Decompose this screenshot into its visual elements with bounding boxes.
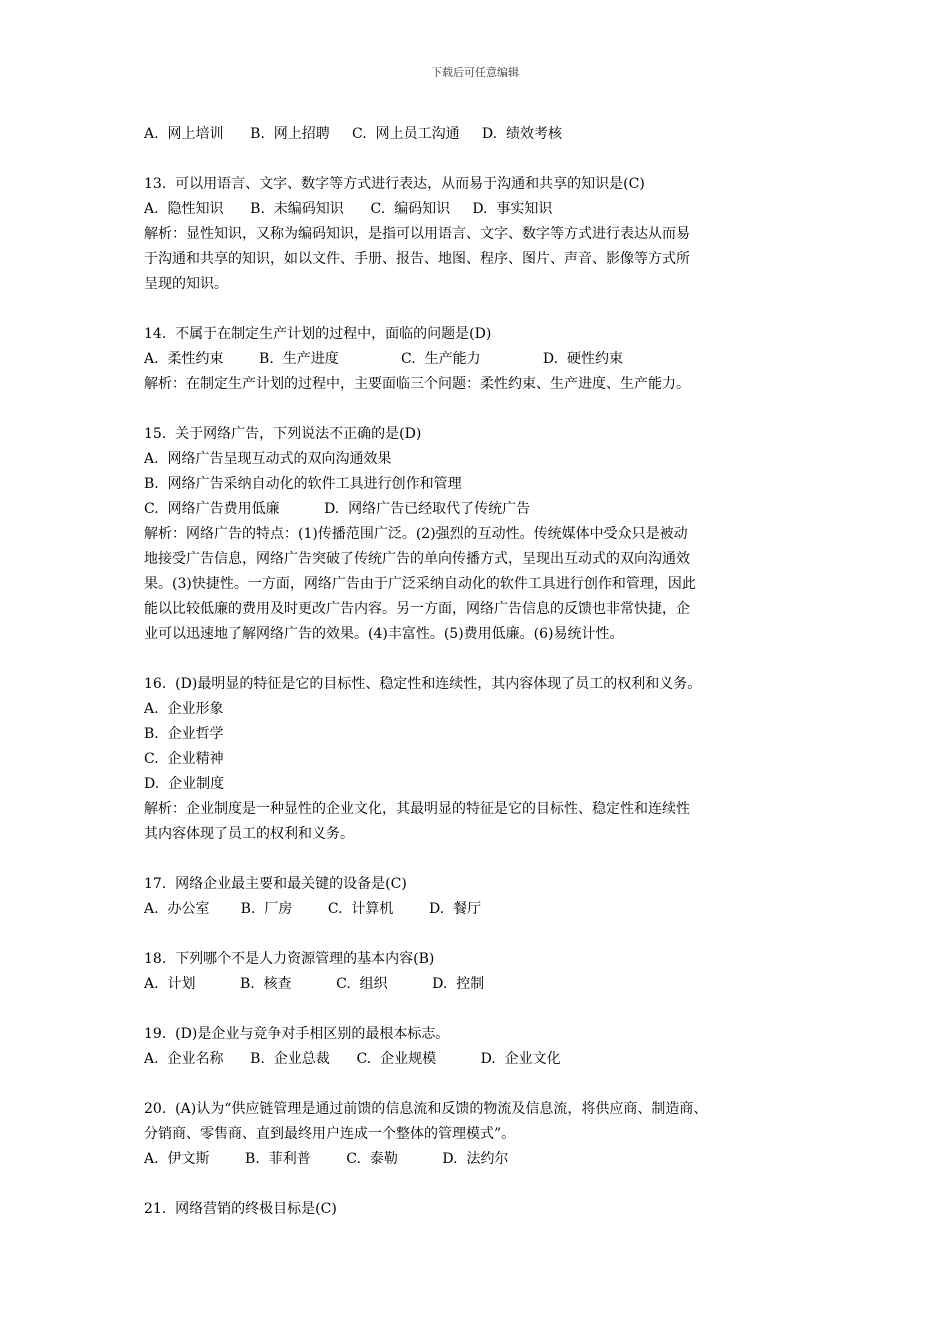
- text-line: B. 企业哲学: [144, 726, 224, 742]
- text-line: 解析：显性知识，又称为编码知识，是指可以用语言、文字、数字等方式进行表达从而易: [144, 226, 690, 242]
- paragraph-gap: [144, 647, 814, 672]
- text-line: 分销商、零售商、直到最终用户连成一个整体的管理模式”。: [144, 1126, 516, 1142]
- text-line: 于沟通和共享的知识，如以文件、手册、报告、地图、程序、图片、声音、影像等方式所: [144, 251, 690, 267]
- text-line: A. 隐性知识 B. 未编码知识 C. 编码知识 D. 事实知识: [144, 201, 553, 217]
- paragraph-gap: [144, 397, 814, 422]
- text-line: A. 办公室 B. 厂房 C. 计算机 D. 餐厅: [144, 901, 482, 917]
- paragraph-gap: [144, 147, 814, 172]
- text-line: 解析：网络广告的特点：(1)传播范围广泛。(2)强烈的互动性。传统媒体中受众只是被动: [144, 526, 688, 542]
- text-line: A. 网上培训 B. 网上招聘 C. 网上员工沟通 D. 绩效考核: [144, 126, 562, 142]
- paragraph-gap: [144, 1172, 814, 1197]
- text-line: 16. (D)最明显的特征是它的目标性、稳定性和连续性，其内容体现了员工的权利和义务。: [144, 676, 702, 692]
- text-line: A. 柔性约束 B. 生产进度 C. 生产能力 D. 硬性约束: [144, 351, 623, 367]
- page-header: 下载后可任意编辑: [431, 66, 519, 79]
- text-line: 15. 关于网络广告，下列说法不正确的是(D): [144, 426, 422, 442]
- text-line: 呈现的知识。: [144, 276, 228, 292]
- text-line: C. 网络广告费用低廉 D. 网络广告已经取代了传统广告: [144, 501, 531, 517]
- text-line: 13. 可以用语言、文字、数字等方式进行表达，从而易于沟通和共享的知识是(C): [144, 176, 645, 192]
- text-line: 地接受广告信息，网络广告突破了传统广告的单向传播方式，呈现出互动式的双向沟通效: [144, 551, 690, 567]
- paragraph-gap: [144, 997, 814, 1022]
- text-line: 能以比较低廉的费用及时更改广告内容。另一方面，网络广告信息的反馈也非常快捷，企: [144, 601, 690, 617]
- text-line: C. 企业精神: [144, 751, 224, 767]
- text-line: D. 企业制度: [144, 776, 225, 792]
- text-line: 20. (A)认为“供应链管理是通过前馈的信息流和反馈的物流及信息流，将供应商、制造商、: [144, 1101, 708, 1117]
- paragraph-gap: [144, 297, 814, 322]
- text-line: A. 企业名称 B. 企业总裁 C. 企业规模 D. 企业文化: [144, 1051, 561, 1067]
- text-line: 业可以迅速地了解网络广告的效果。(4)丰富性。(5)费用低廉。(6)易统计性。: [144, 626, 624, 642]
- text-line: 19. (D)是企业与竞争对手相区别的最根本标志。: [144, 1026, 450, 1042]
- text-line: 21. 网络营销的终极目标是(C): [144, 1201, 337, 1217]
- text-line: 果。(3)快捷性。一方面，网络广告由于广泛采纳自动化的软件工具进行创作和管理，因此: [144, 576, 696, 592]
- paragraph-gap: [144, 847, 814, 872]
- text-line: 17. 网络企业最主要和最关键的设备是(C): [144, 876, 407, 892]
- text-line: B. 网络广告采纳自动化的软件工具进行创作和管理: [144, 476, 462, 492]
- paragraph-gap: [144, 1072, 814, 1097]
- text-line: 14. 不属于在制定生产计划的过程中，面临的问题是(D): [144, 326, 492, 342]
- text-line: A. 计划 B. 核查 C. 组织 D. 控制: [144, 976, 485, 992]
- text-line: 其内容体现了员工的权利和义务。: [144, 826, 354, 842]
- text-line: 解析：企业制度是一种显性的企业文化，其最明显的特征是它的目标性、稳定性和连续性: [144, 801, 690, 817]
- document-body: [144, 122, 814, 1222]
- paragraph-gap: [144, 922, 814, 947]
- text-line: A. 网络广告呈现互动式的双向沟通效果: [144, 451, 392, 467]
- text-line: 解析：在制定生产计划的过程中，主要面临三个问题：柔性约束、生产进度、生产能力。: [144, 376, 690, 392]
- text-line: A. 企业形象: [144, 701, 224, 717]
- text-line: 18. 下列哪个不是人力资源管理的基本内容(B): [144, 951, 435, 967]
- text-line: A. 伊文斯 B. 菲利普 C. 泰勒 D. 法约尔: [144, 1151, 509, 1167]
